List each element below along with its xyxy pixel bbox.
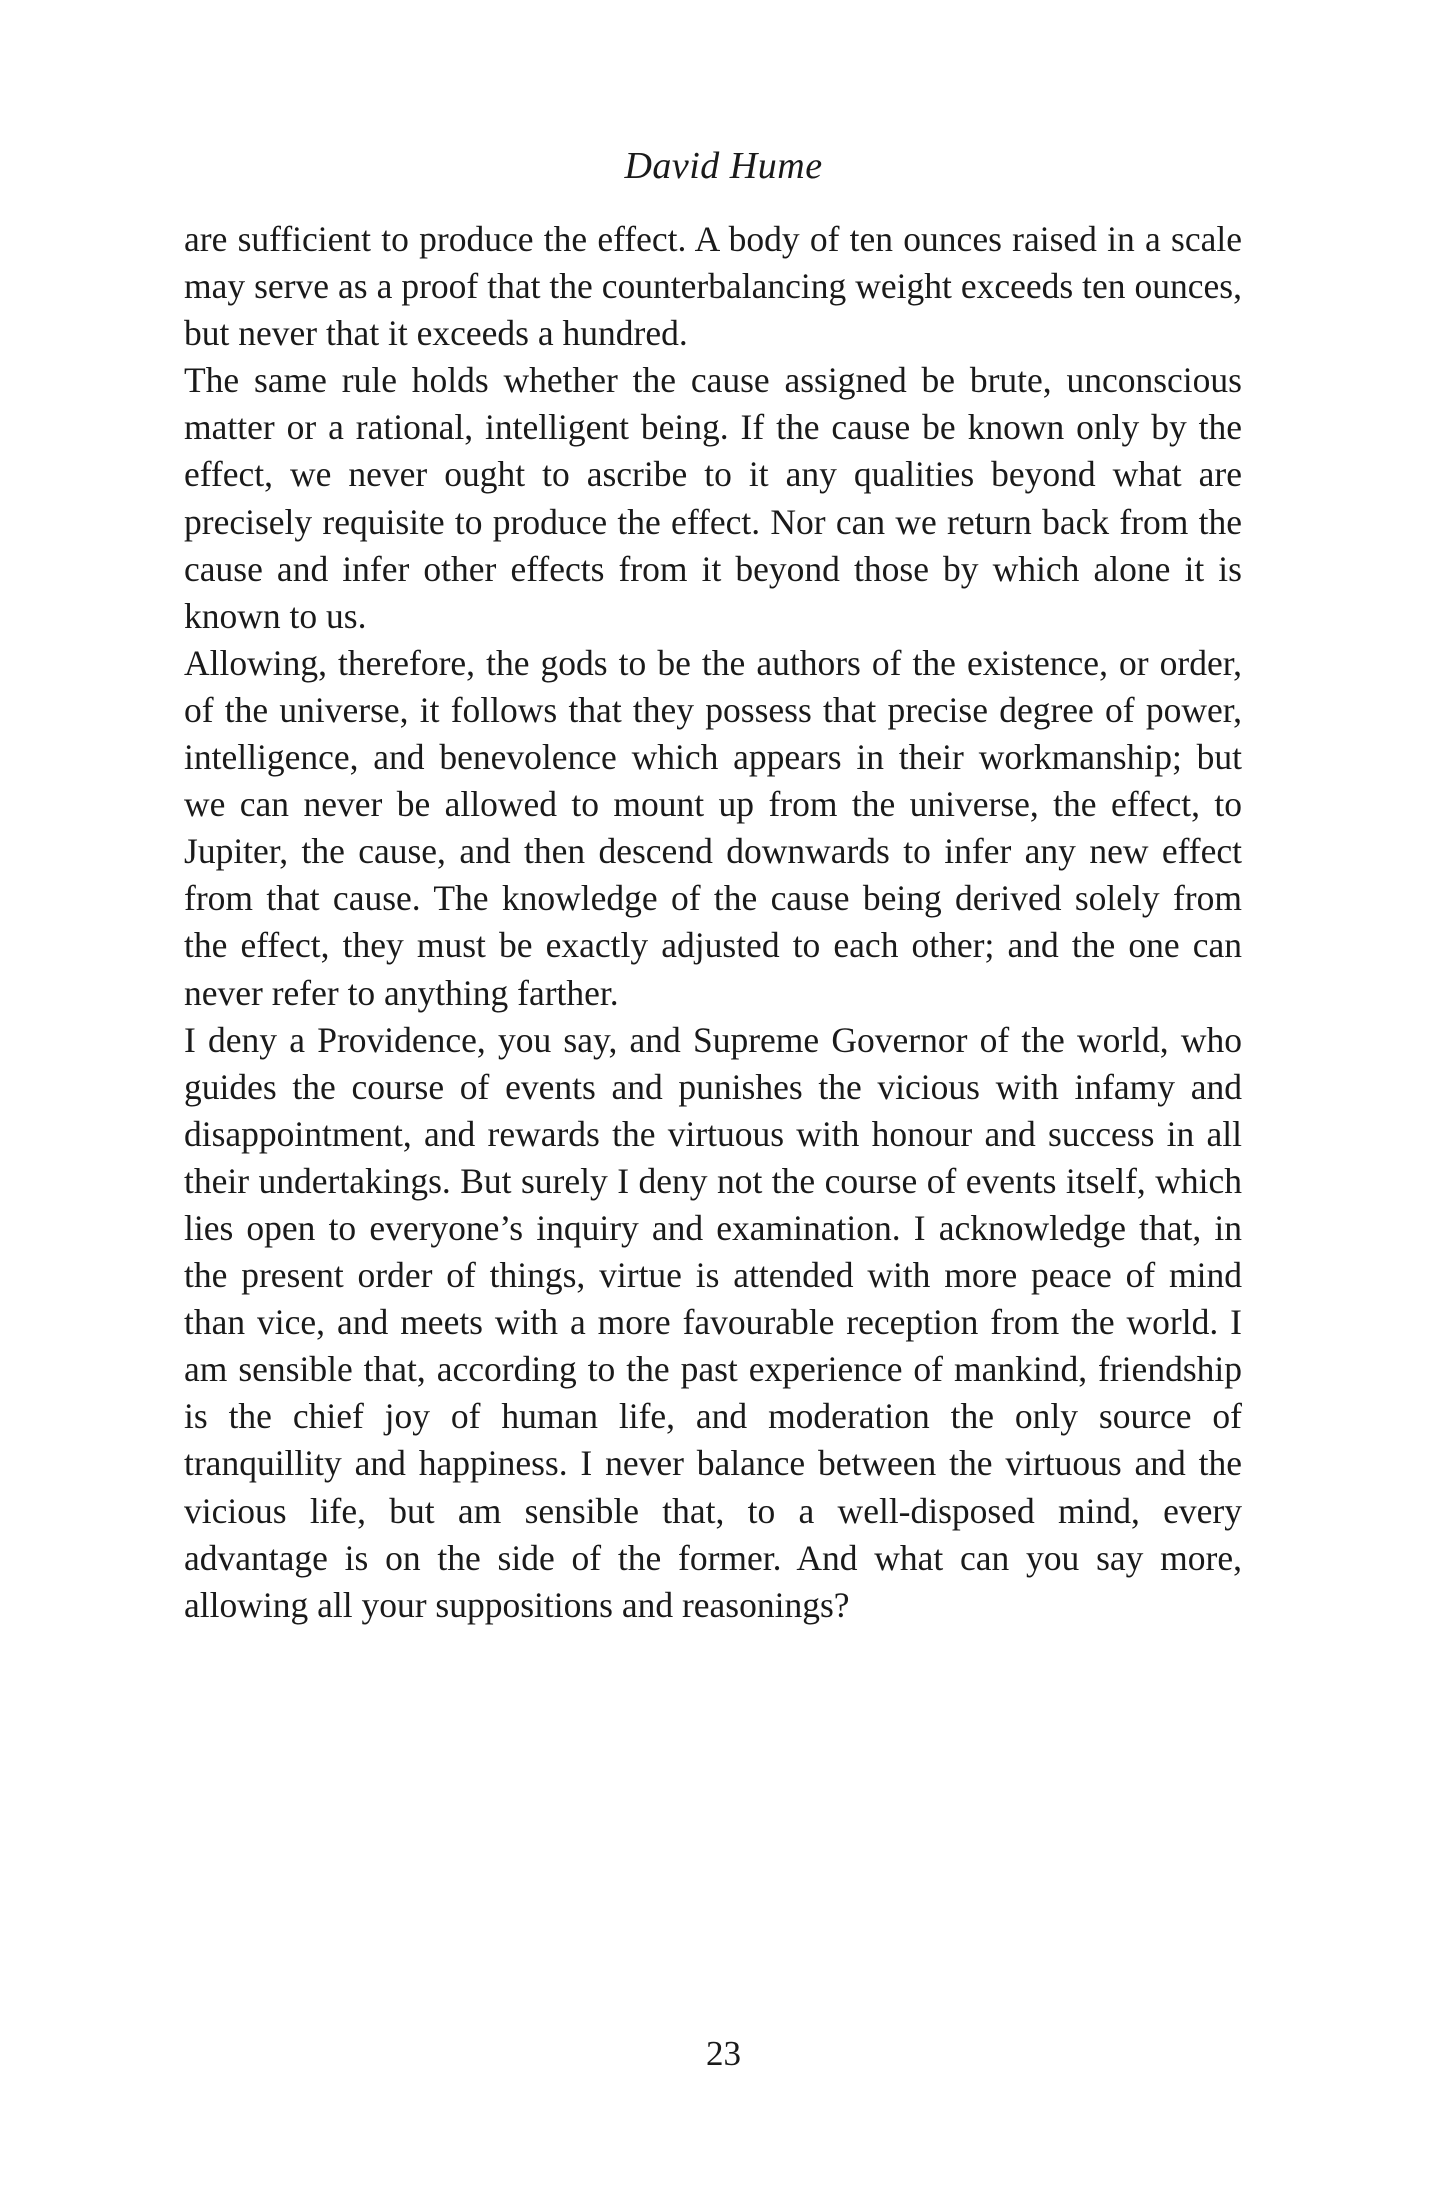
paragraph: Allowing, therefore, the gods to be the authors of the existence, or order, of the universe, it follows that they possess that precise degree of power, intelligence, and benevolence which appears in their workmanship; but we can never be allowed to mount up from the universe, the effect, to Jupiter, the cause, and then descend downwards to infer any new effect from that cause. The knowledge of the cause being derived solely from the effect, they must be exactly adjusted to each other; and the one can never refer to anything farther. bbox=[184, 642, 1242, 1013]
paragraph: I deny a Providence, you say, and Supreme Governor of the world, who guides the course of events and punishes the vicious with infamy and disappointment, and rewards the virtuous with honour and success in all their undertakings. But surely I deny not the course of events itself, which lies open to everyone’s inquiry and examination. I acknowledge that, in the present order of things, virtue is attended with more peace of mind than vice, and meets with a more favourable reception from the world. I am sensible that, according to the past experience of mankind, friendship is the chief joy of human life, and moderation the only source of tranquillity and happiness. I never balance between the virtuous and the vicious life, but am sensible that, to a well-disposed mind, every advantage is on the side of the former. And what can you say more, allowing all your suppositions and reasonings? bbox=[184, 1019, 1242, 1625]
paragraph: are sufficient to produce the effect. A body of ten ounces raised in a scale may serve as a proof that the counterbalancing weight exceeds ten ounces, but never that it exceeds a hundred. bbox=[184, 219, 1242, 354]
paragraph: The same rule holds whether the cause assigned be brute, unconscious matter or a rational, intelligent being. If the cause be known only by the effect, we never ought to ascribe to it any qualities beyond what are precisely requisite to produce the effect. Nor can we return back from the cause and infer other effects from it beyond those by which alone it is known to us. bbox=[184, 360, 1242, 636]
page-number: 23 bbox=[706, 2034, 741, 2073]
running-head: David Hume bbox=[624, 145, 823, 187]
body-text bbox=[184, 216, 1242, 1629]
